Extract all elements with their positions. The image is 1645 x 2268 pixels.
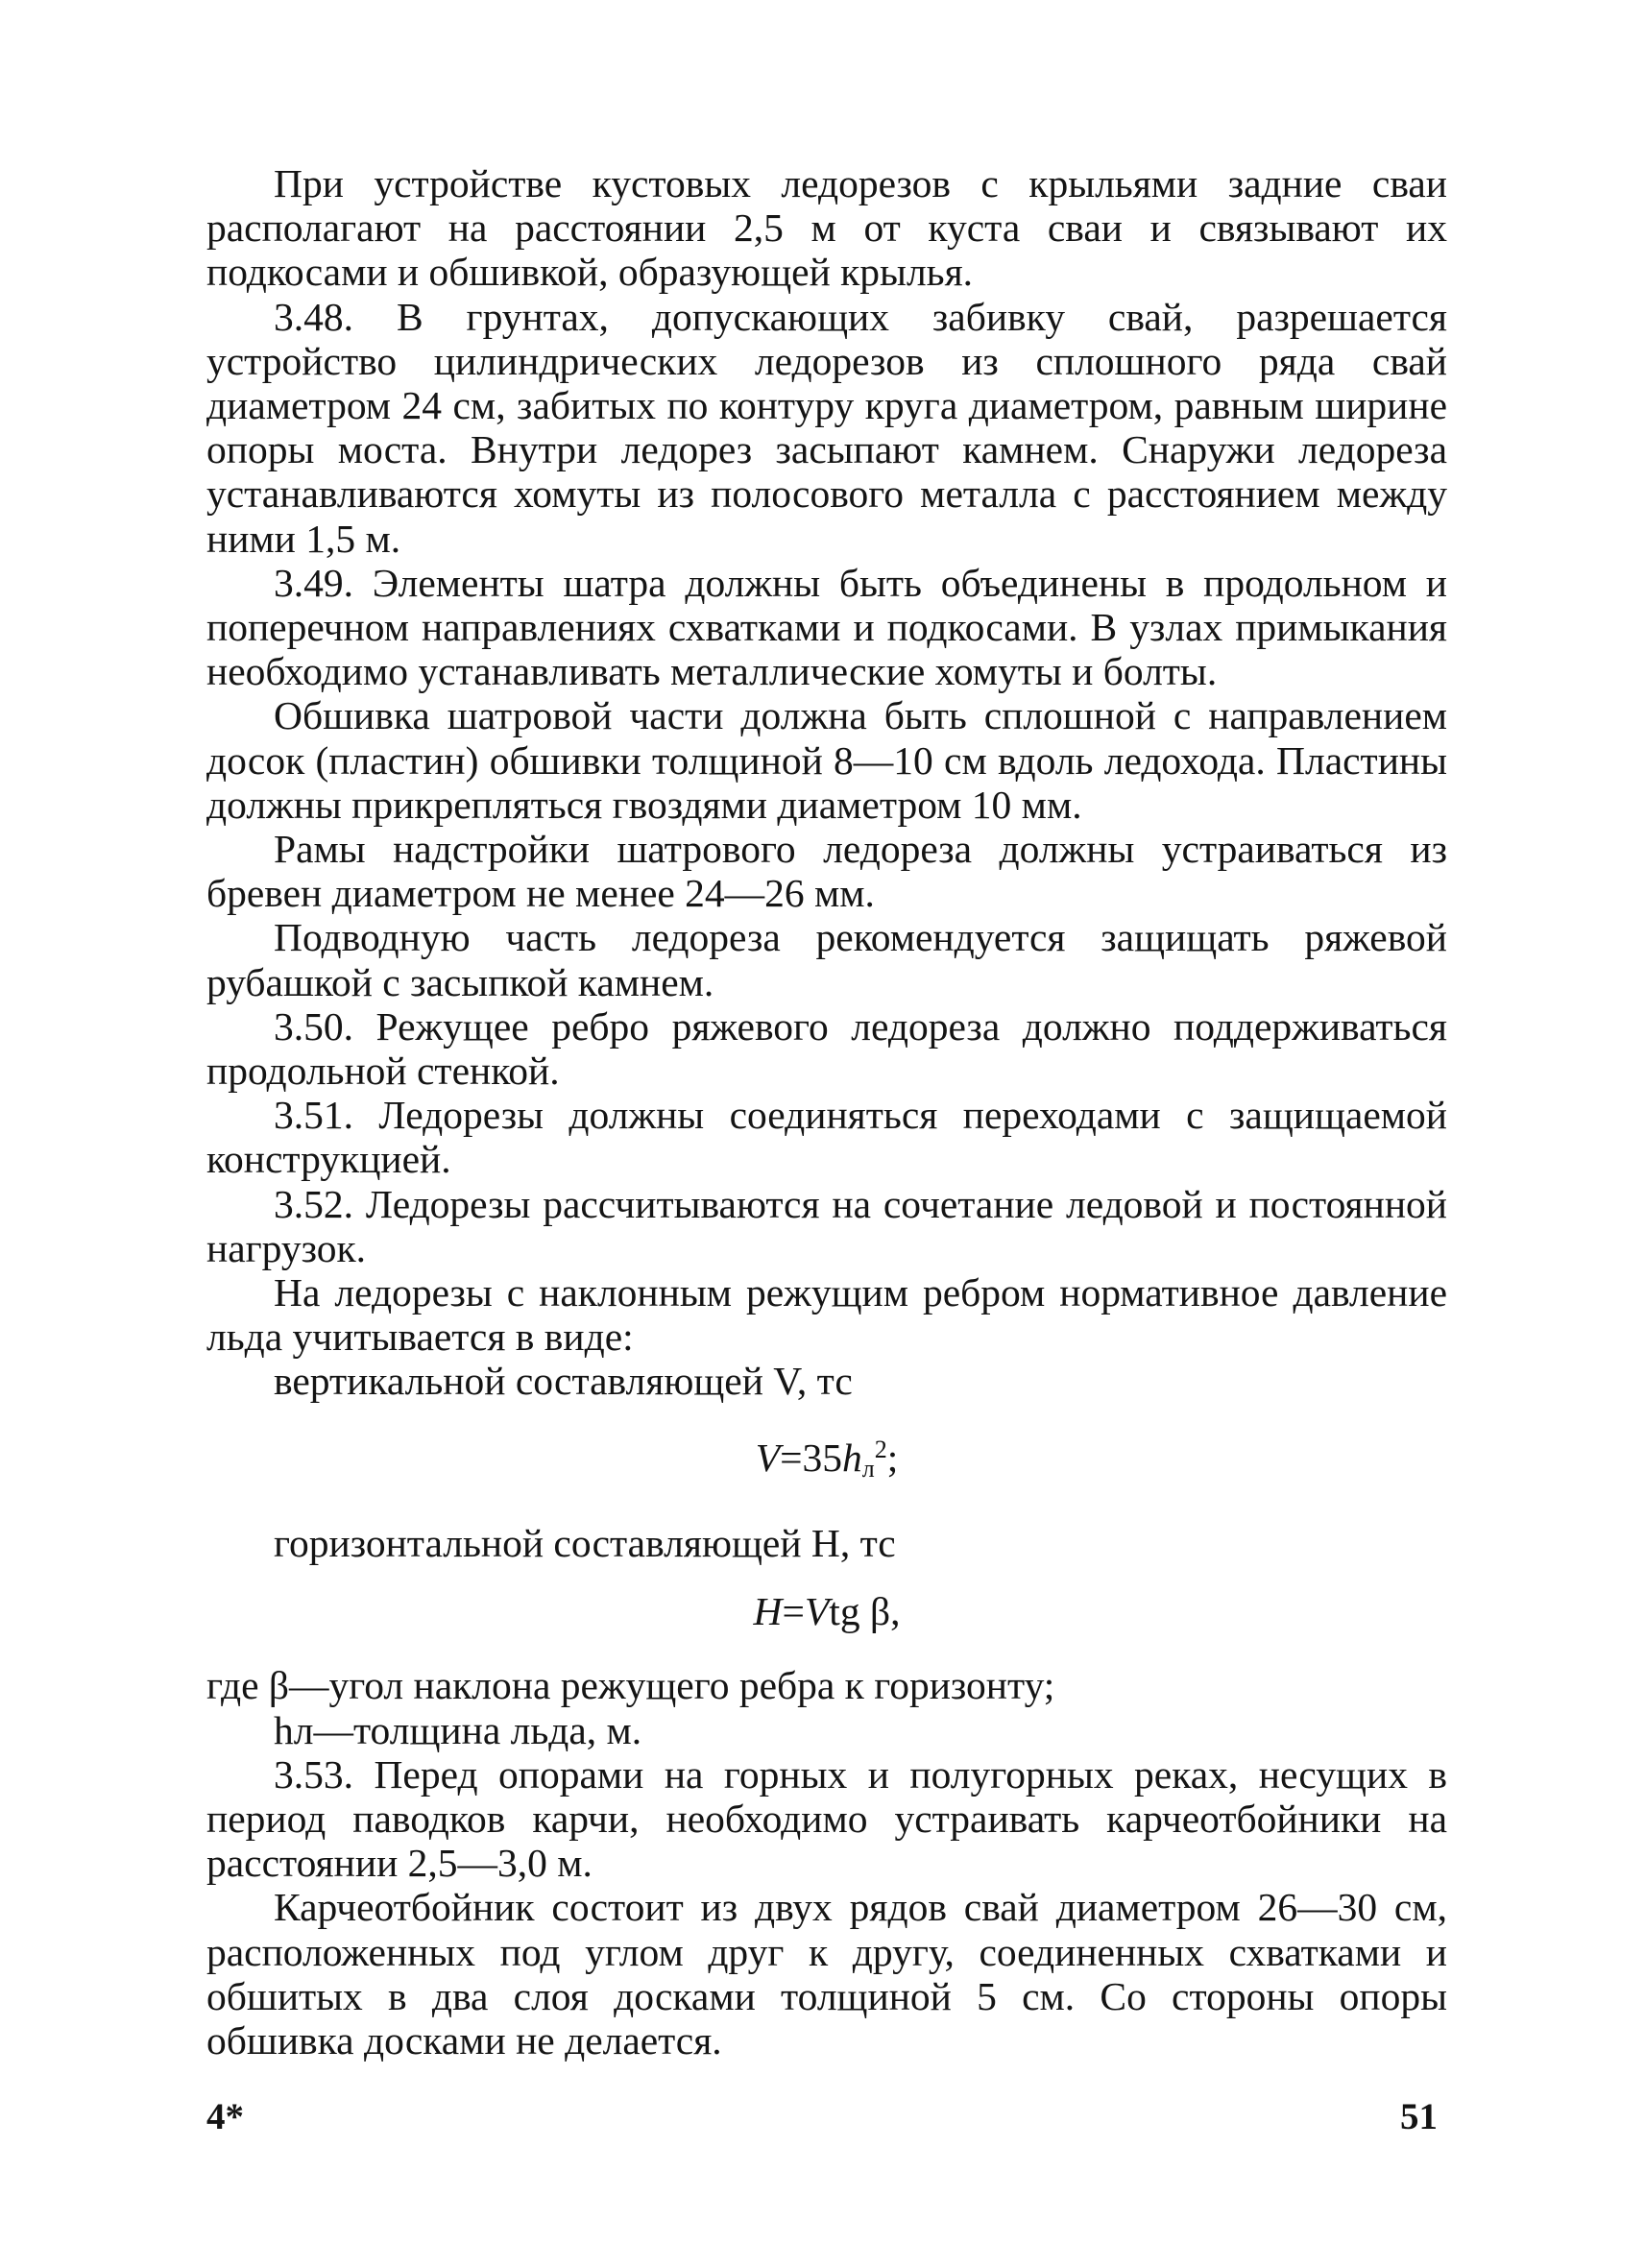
formula-h-v: V <box>804 1589 830 1634</box>
signature-mark: 4* <box>206 2096 244 2137</box>
paragraph-underwater-part: Подводную часть ледореза рекомендуется защищать ряжевой рубашкой с засыпкой камнем. <box>206 915 1447 1004</box>
body-text <box>206 161 1447 2063</box>
paragraph-sheathing: Обшивка шатровой части должна быть сплошной с направлением досок (пластин) обшивки толщиной 8—10 см вдоль ледохода. Пластины должны прикрепляться гвоздями диаметром 10 мм. <box>206 693 1447 827</box>
formula-h-tg: tg <box>829 1589 860 1634</box>
paragraph-horizontal-component: горизонтальной составляющей H, тс <box>274 1520 896 1565</box>
page-number: 51 <box>1400 2096 1438 2137</box>
formula-h-equals: = <box>782 1589 805 1634</box>
formula-h-beta: β, <box>859 1589 901 1634</box>
formula-h-lhs: H <box>753 1589 783 1634</box>
formula-v-lhs: V <box>755 1435 781 1480</box>
paragraph-3-49: 3.49. Элементы шатра должны быть объединены в продольном и поперечном направлениях схватками и подкосами. В узлах примыкания необходимо устанавливать металлические хомуты и болты. <box>206 560 1447 694</box>
formula-v-end: ; <box>886 1435 899 1480</box>
paragraph-3-53: 3.53. Перед опорами на горных и полугорных реках, несущих в период паводков карчи, необходимо устраивать карчеотбойники на расстоянии 2,5—3,0 м. <box>206 1751 1447 1886</box>
paragraph-3-52: 3.52. Ледорезы рассчитываются на сочетание ледовой и постоянной нагрузок. <box>206 1181 1447 1270</box>
paragraph-where-beta: где β—угол наклона режущего ребра к горизонту; <box>206 1663 1055 1708</box>
paragraph-3-50: 3.50. Режущее ребро ряжевого ледореза должно поддерживаться продольной стенкой. <box>206 1003 1447 1094</box>
paragraph-3-48: 3.48. В грунтах, допускающих забивку свай, разрешается устройство цилиндрических ледорезов из сплошного ряда свай диаметром 24 см, забитых по контуру круга диаметром, равным ширине опоры моста. Внутри ледорез засыпают камнем. Снаружи ледореза устанавливаются хомуты из полосового металла с расстоянием между ними 1,5 м. <box>206 294 1447 561</box>
formula-vertical <box>206 1428 1447 1491</box>
paragraph-3-51: 3.51. Ледорезы должны соединяться переходами с защищаемой конструкцией. <box>206 1093 1447 1182</box>
paragraph-frames: Рамы надстройки шатрового ледореза должны устраиваться из бревен диаметром не менее 24—26 мм. <box>206 827 1447 916</box>
paragraph-vertical-component: вертикальной составляющей V, тс <box>274 1359 853 1404</box>
paragraph-ice-thickness: hл—толщина льда, м. <box>274 1707 642 1752</box>
formula-v-variable: h <box>842 1435 862 1480</box>
paragraph-ice-pressure: На ледорезы с наклонным режущим ребром нормативное давление льда учитывается в виде: <box>206 1270 1447 1360</box>
formula-horizontal <box>206 1589 1447 1633</box>
formula-v-coefficient: 35 <box>802 1435 842 1480</box>
formula-v-equals: = <box>780 1435 803 1480</box>
formula-v-exponent: 2 <box>874 1435 887 1463</box>
paragraph-debris-deflector: Карчеотбойник состоит из двух рядов свай диаметром 26—30 см, расположенных под углом друг к другу, соединенных схватками и обшитых в два слоя досками толщиной 5 см. Со стороны опоры обшивка досками не делается. <box>206 1885 1447 2063</box>
paragraph-wing-icebreakers: При устройстве кустовых ледорезов с крыльями задние сваи располагают на расстоянии 2,5 м от куста сваи и связывают их подкосами и обшивкой, образующей крылья. <box>206 161 1447 295</box>
formula-v-subscript: л <box>861 1454 875 1483</box>
